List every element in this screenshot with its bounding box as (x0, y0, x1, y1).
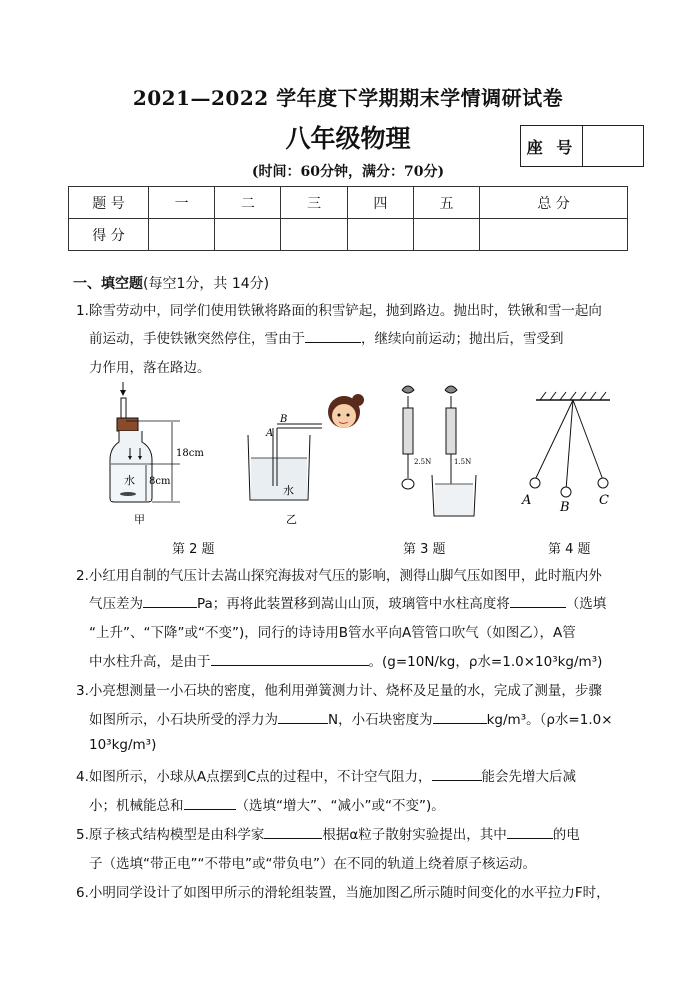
q1-line3: 力作用，落在路边。 (89, 360, 211, 376)
caption-q3: 第 3 题 (403, 542, 446, 557)
pendulum-b-label: B (560, 500, 570, 515)
pendulum-c-label: C (599, 493, 609, 508)
point-b-label: B (280, 414, 288, 425)
fig2-bottle (110, 382, 204, 526)
force-2-5n-label: 2.5N (414, 458, 432, 466)
seat-number-field[interactable] (583, 126, 643, 166)
pendulum-a-label: A (522, 493, 532, 508)
q5-line1 (76, 823, 580, 843)
section-heading (73, 273, 269, 293)
fig2a-label: 甲 (134, 513, 145, 526)
q1-text-a: 前运动，手使铁锹突然停住，雪由于 (89, 331, 305, 347)
score-row-label: 得 分 (69, 219, 149, 251)
q5-text-a: 5.原子核式结构模型是由科学家 (76, 827, 265, 843)
score-header-cell: 总 分 (480, 187, 628, 219)
score-header-cell: 二 (215, 187, 281, 219)
score-table (68, 186, 628, 251)
q2-line4 (89, 650, 602, 670)
q4-blank-1[interactable] (432, 767, 482, 781)
q5-text-b: 根据α粒子散射实验提出，其中 (322, 827, 507, 843)
q6-line1: 6.小明同学设计了如图甲所示的滑轮组装置，当施加图乙所示随时间变化的水平拉力F时， (76, 885, 610, 901)
fig2-beaker (248, 394, 364, 526)
q2-text-c: （选填 (565, 596, 607, 612)
seat-number-box (520, 125, 644, 167)
q5-blank-2[interactable] (507, 825, 553, 839)
section-title: 一、填空题 (73, 276, 143, 292)
q5-line2: 子（选填“带正电”“不带电”或“带负电”）在不同的轨道上绕着原子核运动。 (89, 856, 536, 872)
q4-text-b: 能会先增大后减 (481, 769, 577, 785)
q1-line1: 1.除雪劳动中，同学们使用铁锹将路面的积雪铲起，抛到路边。抛出时，铁锹和雪一起向 (76, 303, 602, 319)
exam-title: 2021—2022 学年度下学期期末学情调研试卷 (132, 86, 564, 110)
q3-text-b: N，小石块密度为 (328, 712, 433, 728)
score-header-cell: 四 (347, 187, 413, 219)
q4-blank-2[interactable] (184, 796, 236, 810)
q2-text-b: Pa；再将此装置移到嵩山山顶，玻璃管中水柱高度将 (197, 596, 510, 612)
score-cell[interactable] (149, 219, 215, 251)
fig3-spring-scales (402, 386, 476, 516)
point-a-label: A (266, 428, 274, 439)
q3-blank-2[interactable] (433, 710, 487, 724)
caption-q4: 第 4 题 (548, 542, 591, 557)
q1-blank-1[interactable] (305, 329, 361, 343)
q2-blank-2[interactable] (510, 594, 566, 608)
score-header-row (69, 187, 628, 219)
q4-text-a: 4.如图所示，小球从A点摆到C点的过程中，不计空气阻力， (76, 769, 432, 785)
q2-line3: “上升”、“下降”或“不变”)，同行的诗诗用B管水平向A管管口吹气（如图乙），A管 (89, 625, 576, 641)
q2-text-a: 气压差为 (89, 596, 143, 612)
seat-label: 座 号 (521, 126, 583, 166)
q3-text-c: kg/m³。（ρ水=1.0× (486, 712, 613, 728)
fig2a-water-label: 水 (124, 474, 135, 487)
q1-line2 (89, 327, 564, 347)
score-header-cell: 题 号 (69, 187, 149, 219)
height-8cm-label: 8cm (149, 476, 171, 487)
q3-line3: 10³kg/m³) (89, 737, 157, 753)
score-header-cell: 五 (413, 187, 479, 219)
subject-title: 八年级物理 (285, 124, 411, 153)
score-cell[interactable] (413, 219, 479, 251)
q4-text-c: 小；机械能总和 (89, 798, 184, 814)
q3-blank-1[interactable] (278, 710, 328, 724)
score-header-cell: 三 (281, 187, 347, 219)
q1-text-b: ，继续向前运动；抛出后，雪受到 (361, 331, 564, 347)
q4-line1 (76, 765, 576, 785)
score-header-cell: 一 (149, 187, 215, 219)
height-18cm-label: 18cm (176, 448, 204, 459)
q4-line2 (89, 794, 445, 814)
q3-line2 (89, 708, 613, 728)
q2-blank-1[interactable] (143, 594, 197, 608)
q3-text-a: 如图所示，小石块所受的浮力为 (89, 712, 278, 728)
q3-line1: 3.小亮想测量一小石块的密度，他利用弹簧测力计、烧杯及足量的水，完成了测量，步骤 (76, 683, 602, 699)
q2-blank-3[interactable] (211, 652, 369, 666)
force-1-5n-label: 1.5N (454, 458, 472, 466)
score-cell[interactable] (215, 219, 281, 251)
score-cell[interactable] (281, 219, 347, 251)
q5-text-c: 的电 (552, 827, 580, 843)
fig2b-water-label: 水 (283, 484, 294, 497)
fig2b-label: 乙 (286, 513, 297, 526)
q2-text-e: 。(g=10N/kg，ρ水=1.0×10³kg/m³) (368, 654, 603, 670)
q2-text-d: 中水柱升高，是由于 (89, 654, 211, 670)
figures-row (90, 380, 650, 558)
score-row (69, 219, 628, 251)
q2-line1: 2.小红用自制的气压计去嵩山探究海拔对气压的影响，测得山脚气压如图甲，此时瓶内外 (76, 568, 602, 584)
q4-text-d: （选填“增大”、“减小”或“不变”)。 (235, 798, 445, 814)
score-cell[interactable] (347, 219, 413, 251)
score-cell[interactable] (480, 219, 628, 251)
q5-blank-1[interactable] (264, 825, 322, 839)
caption-q2: 第 2 题 (172, 542, 215, 557)
section-note: (每空1分，共 14分) (143, 276, 270, 292)
q2-line2 (89, 592, 606, 612)
fig4-pendulum (521, 392, 610, 515)
time-info: (时间：60分钟，满分：70分) (251, 164, 445, 180)
